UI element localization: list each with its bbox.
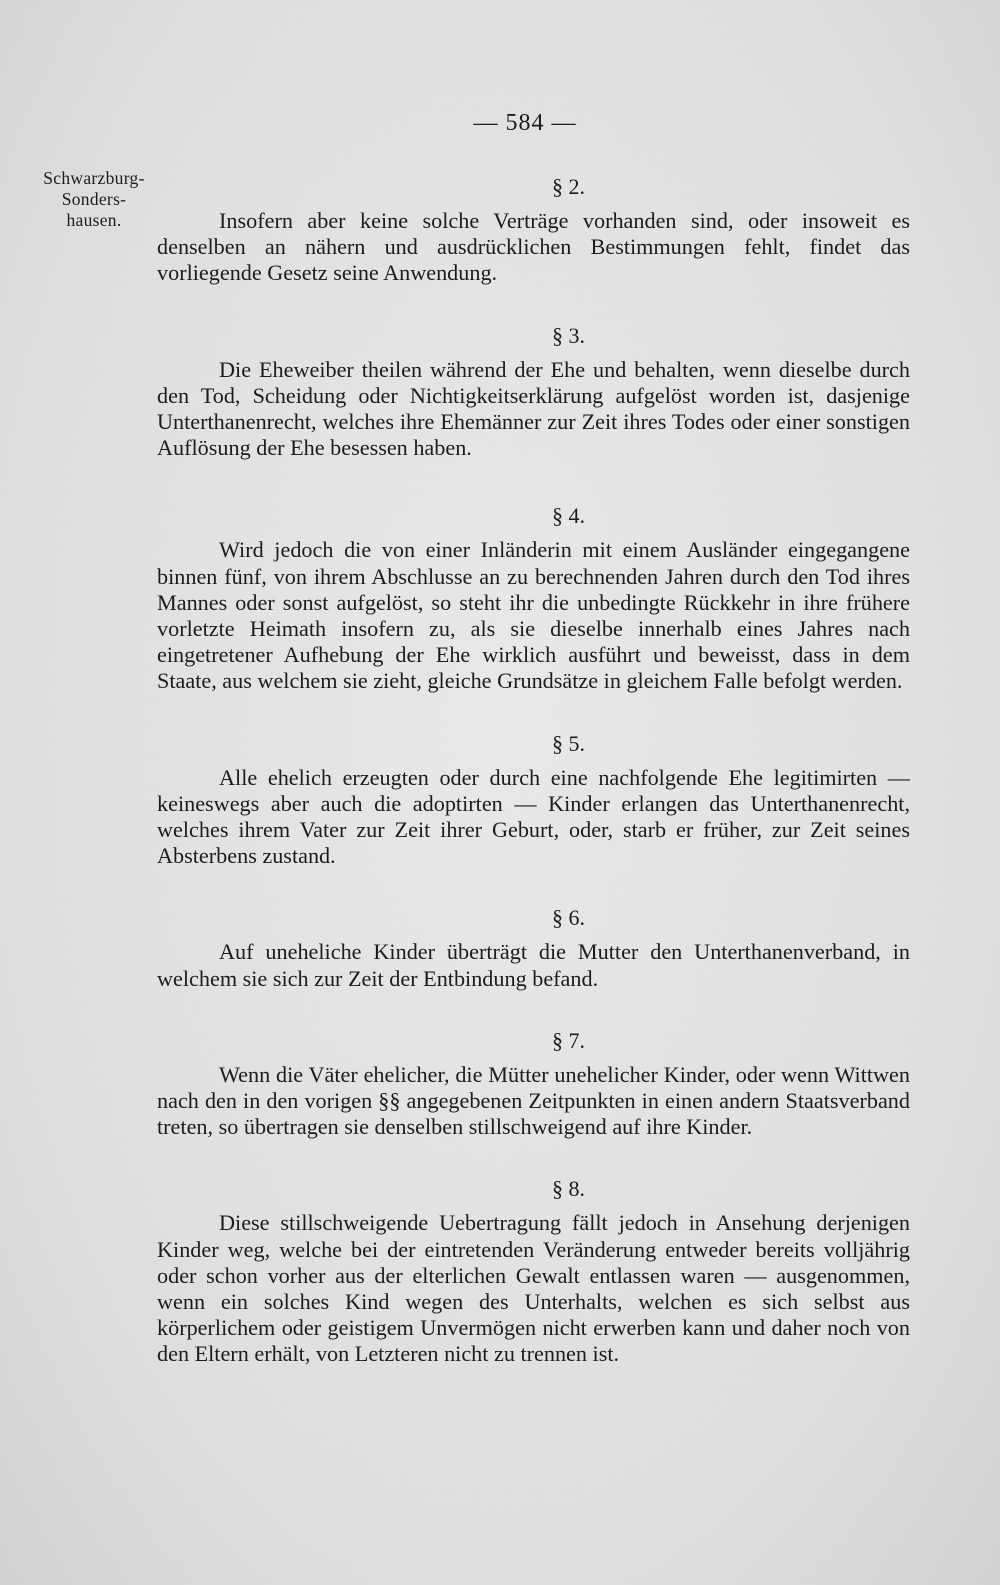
margin-note-line: hausen. <box>66 210 122 230</box>
section-6 <box>157 903 910 991</box>
margin-note-line: Sonders- <box>61 189 127 209</box>
section-heading: § 5. <box>552 730 585 756</box>
section-paragraph: Insofern aber keine solche Verträge vorhanden sind, oder insoweit es denselben an nähern und ausdrücklichen Bestimmungen fehlt, findet das vorliegende Gesetz seine Anwendung. <box>157 208 910 286</box>
section-paragraph: Wird jedoch die von einer Inländerin mit einem Ausländer eingegangene binnen fünf, von ihrem Abschlusse an zu berechnenden Jahren durch den Tod ihres Mannes oder sonst aufgelöst, so steht ihr die unbedingte Rückkehr in ihre frühere vorletzte Heimath insofern zu, als sie dieselbe innerhalb eines Jahres nach eingetretener Aufhebung der Ehe wirklich ausführt und beweisst, dass in dem Staate, aus welchem sie zieht, gleiche Grundsätze in gleichem Falle befolgt werden. <box>157 537 910 694</box>
section-5 <box>157 729 910 870</box>
section-heading: § 4. <box>552 503 585 529</box>
section-3 <box>157 321 910 462</box>
section-heading: § 8. <box>552 1176 585 1202</box>
page-number: — 584 — <box>473 110 577 136</box>
section-heading: § 3. <box>552 322 585 348</box>
section-paragraph: Auf uneheliche Kinder überträgt die Mutter den Unterthanenverband, in welchem sie sich zur Zeit der Entbindung befand. <box>157 939 910 991</box>
section-paragraph: Die Eheweiber theilen während der Ehe und behalten, wenn dieselbe durch den Tod, Scheidung oder Nichtigkeitserklärung aufgelöst worden ist, dasjenige Unterthanenrecht, welches ihre Ehemänner zur Zeit ihres Todes oder einer sonstigen Auflösung der Ehe besessen haben. <box>157 356 910 461</box>
section-paragraph: Diese stillschweigende Uebertragung fällt jedoch in Ansehung derjenigen Kinder weg, welche bei der eintretenden Veränderung entweder bereits volljährig oder schon vorher aus der elterlichen Gewalt entlassen waren — ausgenommen, wenn ein solches Kind wegen des Unterhalts, welchen es sich selbst aus körperlichem oder geistigem Unvermögen nicht erwerben kann und daher noch von den Eltern erhält, von Letzteren nicht zu trennen ist. <box>157 1210 910 1367</box>
section-4 <box>157 501 910 694</box>
section-heading: § 2. <box>552 174 585 199</box>
margin-note <box>14 168 174 231</box>
section-paragraph: Wenn die Väter ehelicher, die Mütter unehelicher Kinder, oder wenn Wittwen nach den in den vorigen §§ angegebenen Zeitpunkten in einen andern Staatsverband treten, so übertragen sie denselben stillschweigend auf ihre Kinder. <box>157 1061 910 1140</box>
section-heading: § 7. <box>552 1027 585 1053</box>
section-heading: § 6. <box>552 905 585 931</box>
section-paragraph: Alle ehelich erzeugten oder durch eine nachfolgende Ehe legitimirten — keineswegs aber auch die adoptirten — Kinder erlangen das Unterthanenrecht, welches ihrem Vater zur Zeit ihrer Geburt, oder, starb er früher, zur Zeit seines Absterbens zustand. <box>157 764 910 869</box>
section-2 <box>157 172 910 287</box>
document-body <box>157 172 910 1368</box>
margin-note-line: Schwarzburg- <box>43 168 145 188</box>
section-7 <box>157 1026 910 1141</box>
section-8 <box>157 1174 910 1367</box>
